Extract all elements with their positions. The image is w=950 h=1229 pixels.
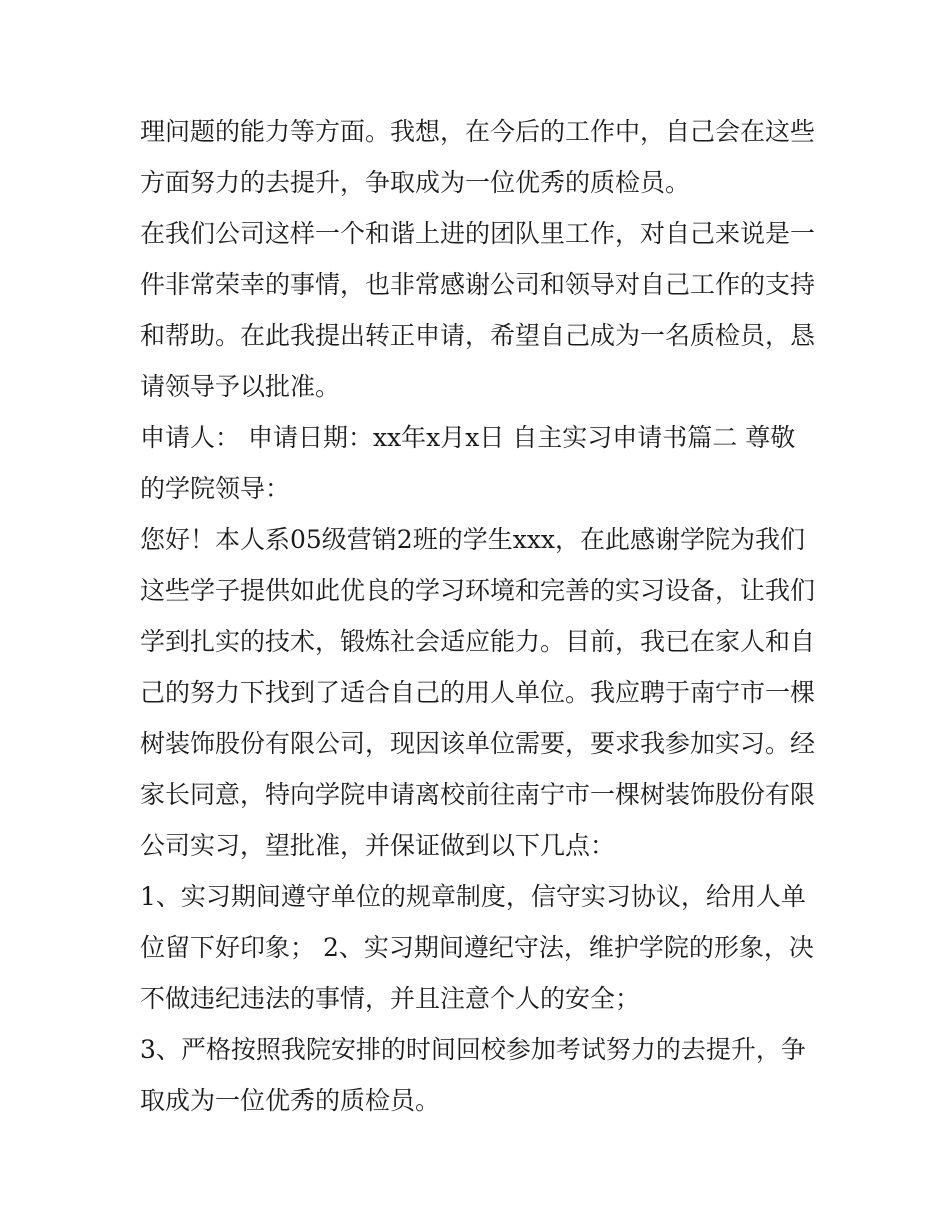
paragraph-4: 您好！本人系05级营销2班的学生xxx，在此感谢学院为我们这些学子提供如此优良的学习环境和完善的实习设备，让我们学到扎实的技术，锻炼社会适应能力。目前，我已在家人和自己的努力下找到了适合自己的用人单位。我应聘于南宁市一棵树装饰股份有限公司，现因该单位需要，要求我参加实习。经家长同意，特向学院申请离校前往南宁市一棵树装饰股份有限公司实习，望批准，并保证做到以下几点： bbox=[140, 525, 816, 860]
paragraph-2: 在我们公司这样一个和谐上进的团队里工作，对自己来说是一件非常荣幸的事情，也非常感谢公司和领导对自己工作的支持和帮助。在此我提出转正申请，希望自己成为一名质检员，恳请领导予以批准。 bbox=[140, 219, 816, 401]
paragraph-6: 3、严格按照我院安排的时间回校参加考试努力的去提升，争取成为一位优秀的质检员。 bbox=[140, 1035, 806, 1115]
paragraph-1: 理问题的能力等方面。我想，在今后的工作中，自己会在这些方面努力的去提升，争取成为一位优秀的质检员。 bbox=[140, 117, 816, 197]
paragraph-3: 申请人： 申请日期：xx年x月x日 自主实习申请书篇二 尊敬的学院领导： bbox=[140, 423, 796, 503]
paragraph-5: 1、实习期间遵守单位的规章制度，信守实习协议，给用人单位留下好印象； 2、实习期间遵纪守法，维护学院的形象，决不做违纪违法的事情，并且注意个人的安全； bbox=[140, 882, 814, 1013]
document-body bbox=[140, 106, 820, 1126]
